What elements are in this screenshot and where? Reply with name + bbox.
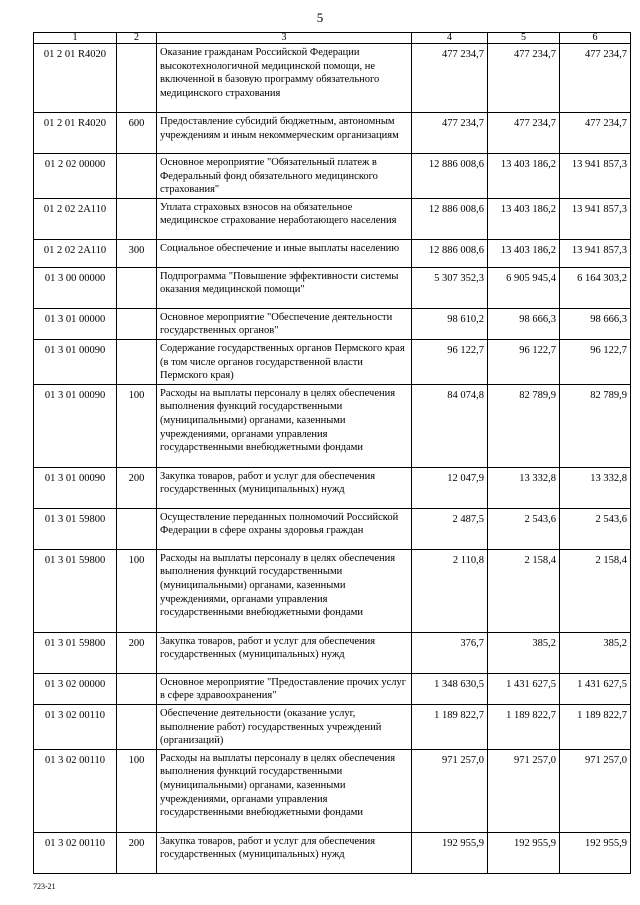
row-value-col5: 1 431 627,5	[488, 673, 560, 704]
row-code-cell: 01 2 01 R4020	[34, 113, 117, 154]
header-col-3: 3	[157, 33, 412, 44]
row-value-col6: 477 234,7	[560, 113, 631, 154]
row-value-col4: 1 189 822,7	[412, 704, 488, 749]
table-row	[34, 339, 631, 384]
row-vr-cell	[117, 267, 157, 308]
row-value-col6: 13 332,8	[560, 467, 631, 508]
row-value-col4: 477 234,7	[412, 44, 488, 113]
row-code-cell: 01 3 01 59800	[34, 632, 117, 673]
row-value-col5: 13 403 186,2	[488, 198, 560, 239]
budget-table	[33, 32, 631, 874]
page-number: 5	[316, 10, 324, 25]
row-name-cell: Социальное обеспечение и иные выплаты населению	[157, 239, 412, 267]
header-col-5: 5	[488, 33, 560, 44]
row-value-col5: 6 905 945,4	[488, 267, 560, 308]
row-value-col6: 96 122,7	[560, 339, 631, 384]
row-value-col4: 12 886 008,6	[412, 198, 488, 239]
row-vr-cell	[117, 44, 157, 113]
table-body	[34, 44, 631, 874]
row-value-col4: 1 348 630,5	[412, 673, 488, 704]
row-name-cell: Осуществление переданных полномочий Российской Федерации в сфере охраны здоровья граждан	[157, 508, 412, 549]
header-col-1: 1	[34, 33, 117, 44]
row-name-cell: Расходы на выплаты персоналу в целях обеспечения выполнения функций государственными (муниципальными) органами, казенными учреждениями, органами управления государственными внебюджетными фондами	[157, 549, 412, 632]
row-name-cell: Расходы на выплаты персоналу в целях обеспечения выполнения функций государственными (муниципальными) органами, казенными учреждениями, органами управления государственными внебюджетными фондами	[157, 749, 412, 832]
row-value-col5: 477 234,7	[488, 113, 560, 154]
row-vr-cell: 200	[117, 632, 157, 673]
table-row	[34, 508, 631, 549]
row-value-col6: 1 189 822,7	[560, 704, 631, 749]
row-value-col5: 1 189 822,7	[488, 704, 560, 749]
footer-code: 723-21	[33, 882, 56, 891]
table-row	[34, 113, 631, 154]
row-name-cell: Закупка товаров, работ и услуг для обеспечения государственных (муниципальных) нужд	[157, 632, 412, 673]
row-value-col5: 13 332,8	[488, 467, 560, 508]
row-name-cell: Оказание гражданам Российской Федерации высокотехнологичной медицинской помощи, не включенной в базовую программу обязательного медицинского страхования	[157, 44, 412, 113]
table-row	[34, 384, 631, 467]
row-value-col6: 6 164 303,2	[560, 267, 631, 308]
table-row	[34, 832, 631, 873]
table-row	[34, 749, 631, 832]
row-code-cell: 01 3 01 59800	[34, 549, 117, 632]
row-vr-cell: 200	[117, 467, 157, 508]
row-code-cell: 01 3 01 00090	[34, 384, 117, 467]
row-name-cell: Обеспечение деятельности (оказание услуг, выполнение работ) государственных учреждений (организаций)	[157, 704, 412, 749]
row-value-col6: 477 234,7	[560, 44, 631, 113]
row-name-cell: Расходы на выплаты персоналу в целях обеспечения выполнения функций государственными (муниципальными) органами, казенными учреждениями, органами управления государственными внебюджетными фондами	[157, 384, 412, 467]
table-row	[34, 239, 631, 267]
row-value-col5: 13 403 186,2	[488, 154, 560, 199]
row-value-col4: 192 955,9	[412, 832, 488, 873]
row-value-col6: 1 431 627,5	[560, 673, 631, 704]
table-row	[34, 198, 631, 239]
table-row	[34, 467, 631, 508]
row-code-cell: 01 2 02 00000	[34, 154, 117, 199]
row-code-cell: 01 2 02 2А110	[34, 239, 117, 267]
row-value-col4: 12 047,9	[412, 467, 488, 508]
row-vr-cell: 200	[117, 832, 157, 873]
row-code-cell: 01 3 01 00000	[34, 308, 117, 339]
row-value-col5: 98 666,3	[488, 308, 560, 339]
row-vr-cell	[117, 308, 157, 339]
row-value-col6: 192 955,9	[560, 832, 631, 873]
row-value-col4: 2 487,5	[412, 508, 488, 549]
row-name-cell: Содержание государственных органов Пермского края (в том числе органов государственной власти Пермского края)	[157, 339, 412, 384]
row-value-col6: 2 543,6	[560, 508, 631, 549]
row-value-col5: 385,2	[488, 632, 560, 673]
row-value-col5: 13 403 186,2	[488, 239, 560, 267]
table-header	[34, 33, 631, 44]
row-value-col4: 98 610,2	[412, 308, 488, 339]
row-code-cell: 01 3 01 00090	[34, 339, 117, 384]
row-code-cell: 01 2 01 R4020	[34, 44, 117, 113]
row-name-cell: Закупка товаров, работ и услуг для обеспечения государственных (муниципальных) нужд	[157, 832, 412, 873]
row-name-cell: Основное мероприятие "Обязательный платеж в Федеральный фонд обязательного медицинского страхования"	[157, 154, 412, 199]
row-vr-cell	[117, 339, 157, 384]
row-value-col4: 12 886 008,6	[412, 239, 488, 267]
row-vr-cell: 100	[117, 749, 157, 832]
row-value-col6: 82 789,9	[560, 384, 631, 467]
table-row	[34, 673, 631, 704]
row-name-cell: Основное мероприятие "Обеспечение деятельности государственных органов"	[157, 308, 412, 339]
header-col-6: 6	[560, 33, 631, 44]
row-vr-cell: 600	[117, 113, 157, 154]
row-vr-cell	[117, 673, 157, 704]
row-name-cell: Предоставление субсидий бюджетным, автономным учреждениям и иным некоммерческим организациям	[157, 113, 412, 154]
row-vr-cell: 300	[117, 239, 157, 267]
row-code-cell: 01 3 02 00110	[34, 704, 117, 749]
row-code-cell: 01 3 01 59800	[34, 508, 117, 549]
row-vr-cell: 100	[117, 384, 157, 467]
row-value-col6: 385,2	[560, 632, 631, 673]
row-value-col6: 13 941 857,3	[560, 198, 631, 239]
header-col-2: 2	[117, 33, 157, 44]
table-row	[34, 154, 631, 199]
row-name-cell: Уплата страховых взносов на обязательное медицинское страхование неработающего населения	[157, 198, 412, 239]
header-row	[34, 33, 631, 44]
row-vr-cell	[117, 704, 157, 749]
row-value-col4: 12 886 008,6	[412, 154, 488, 199]
row-vr-cell	[117, 154, 157, 199]
row-code-cell: 01 3 02 00110	[34, 832, 117, 873]
table-row	[34, 549, 631, 632]
header-col-4: 4	[412, 33, 488, 44]
row-value-col6: 971 257,0	[560, 749, 631, 832]
row-name-cell: Закупка товаров, работ и услуг для обеспечения государственных (муниципальных) нужд	[157, 467, 412, 508]
table-row	[34, 308, 631, 339]
row-value-col5: 2 543,6	[488, 508, 560, 549]
row-code-cell: 01 3 02 00110	[34, 749, 117, 832]
row-code-cell: 01 3 02 00000	[34, 673, 117, 704]
row-code-cell: 01 3 01 00090	[34, 467, 117, 508]
table-row	[34, 704, 631, 749]
row-value-col5: 192 955,9	[488, 832, 560, 873]
row-value-col4: 477 234,7	[412, 113, 488, 154]
row-value-col4: 376,7	[412, 632, 488, 673]
row-value-col6: 98 666,3	[560, 308, 631, 339]
row-value-col6: 13 941 857,3	[560, 239, 631, 267]
row-value-col5: 477 234,7	[488, 44, 560, 113]
row-value-col4: 96 122,7	[412, 339, 488, 384]
row-vr-cell: 100	[117, 549, 157, 632]
row-name-cell: Подпрограмма "Повышение эффективности системы оказания медицинской помощи"	[157, 267, 412, 308]
row-value-col4: 84 074,8	[412, 384, 488, 467]
row-value-col5: 971 257,0	[488, 749, 560, 832]
row-value-col5: 96 122,7	[488, 339, 560, 384]
table-row	[34, 267, 631, 308]
row-value-col6: 13 941 857,3	[560, 154, 631, 199]
row-value-col4: 2 110,8	[412, 549, 488, 632]
table-row	[34, 632, 631, 673]
row-value-col4: 971 257,0	[412, 749, 488, 832]
row-code-cell: 01 3 00 00000	[34, 267, 117, 308]
row-value-col4: 5 307 352,3	[412, 267, 488, 308]
row-vr-cell	[117, 508, 157, 549]
row-value-col6: 2 158,4	[560, 549, 631, 632]
table-row	[34, 44, 631, 113]
row-vr-cell	[117, 198, 157, 239]
row-value-col5: 2 158,4	[488, 549, 560, 632]
row-name-cell: Основное мероприятие "Предоставление прочих услуг в сфере здравоохранения"	[157, 673, 412, 704]
row-code-cell: 01 2 02 2А110	[34, 198, 117, 239]
row-value-col5: 82 789,9	[488, 384, 560, 467]
